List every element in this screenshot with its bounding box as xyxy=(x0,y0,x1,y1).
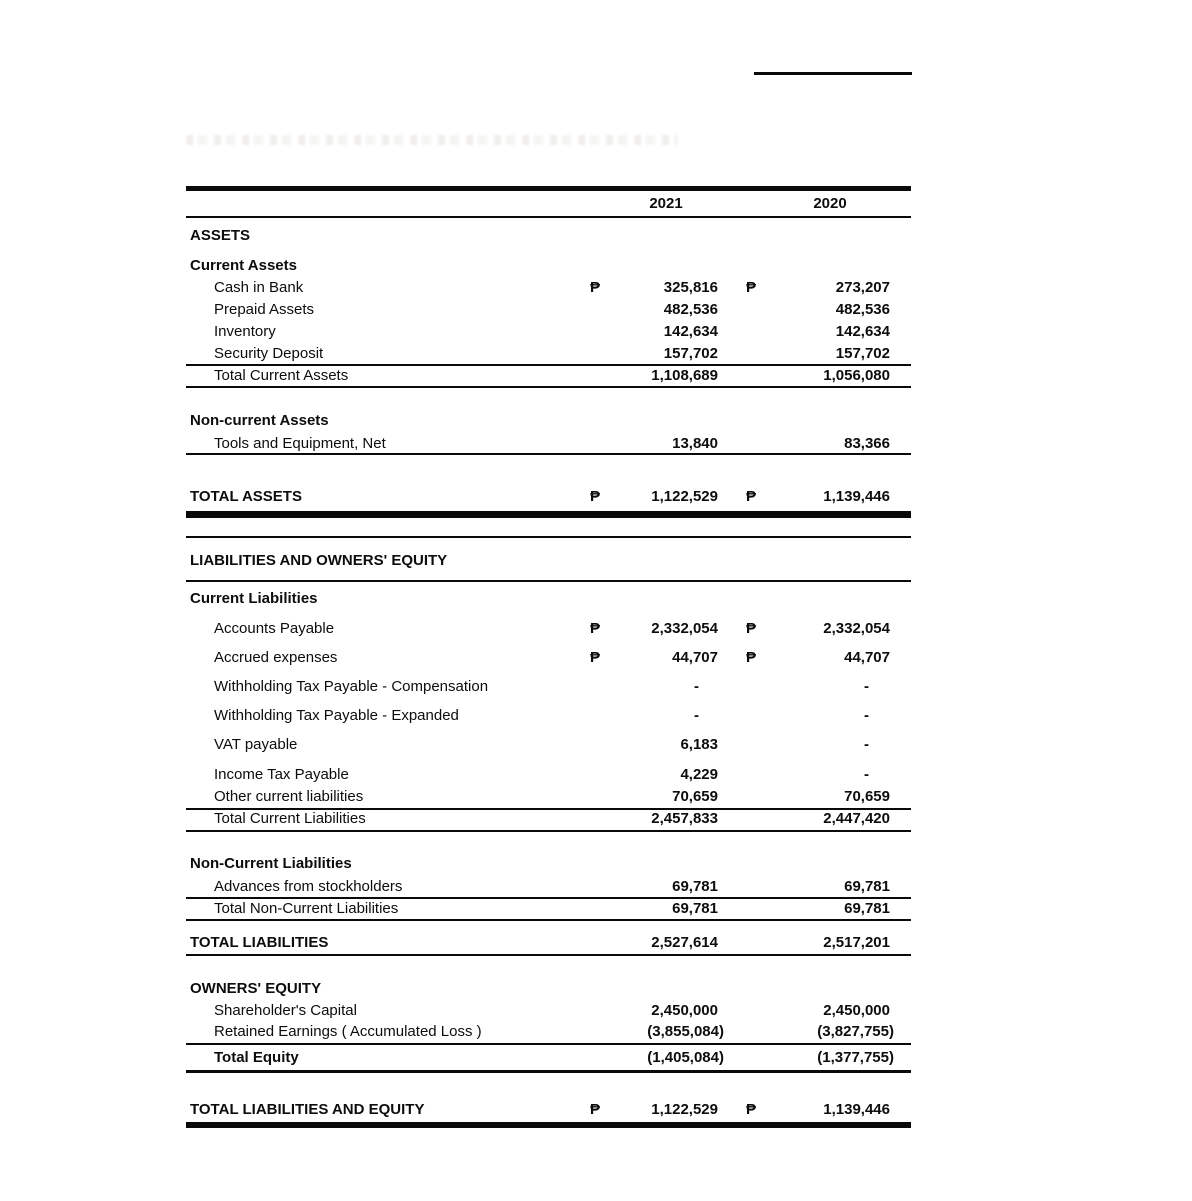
row-label: Total Non-Current Liabilities xyxy=(214,900,399,917)
peso-sign-2021: ₱ xyxy=(590,279,601,296)
table-row xyxy=(186,620,911,638)
value-2020: 2,450,000 xyxy=(823,1002,890,1019)
table-row xyxy=(186,552,911,570)
table-row xyxy=(186,788,911,806)
table-row xyxy=(186,678,911,696)
rule-line xyxy=(186,453,911,455)
table-row xyxy=(186,367,911,385)
row-label: Non-Current Liabilities xyxy=(190,855,352,872)
thick-rule-line xyxy=(186,186,911,191)
table-row xyxy=(186,934,911,952)
value-2020: 70,659 xyxy=(844,788,890,805)
rule-line xyxy=(186,897,911,899)
value-2020: - xyxy=(864,678,869,695)
row-label: Accrued expenses xyxy=(214,649,338,666)
row-label: Shareholder's Capital xyxy=(214,1002,357,1019)
value-2021: 325,816 xyxy=(663,279,718,296)
value-2021: 70,659 xyxy=(672,788,718,805)
table-row xyxy=(186,257,911,275)
rule-line xyxy=(186,536,911,538)
row-label: Total Current Assets xyxy=(214,367,349,384)
value-2021: 44,707 xyxy=(672,649,718,666)
table-row xyxy=(186,878,911,896)
row-label: Accounts Payable xyxy=(214,620,335,637)
value-2021: 482,536 xyxy=(663,301,718,318)
value-2021: 2,457,833 xyxy=(651,810,718,827)
value-2021: 2021 xyxy=(649,195,683,212)
value-2020: 2,447,420 xyxy=(823,810,890,827)
table-row xyxy=(186,412,911,430)
rule-line xyxy=(186,216,911,218)
thick-rule-line xyxy=(186,1122,911,1128)
table-row xyxy=(186,279,911,297)
value-2020: 1,139,446 xyxy=(823,488,890,505)
value-2020: - xyxy=(864,707,869,724)
row-label: Retained Earnings ( Accumulated Loss ) xyxy=(214,1023,482,1040)
row-label: Total Equity xyxy=(214,1049,299,1066)
rule-line xyxy=(186,364,911,366)
row-label: Security Deposit xyxy=(214,345,324,362)
value-2021: - xyxy=(694,678,699,695)
peso-sign-2021: ₱ xyxy=(590,620,601,637)
value-2021: 1,122,529 xyxy=(651,1101,718,1118)
table-row xyxy=(186,1023,911,1041)
value-2020: 83,366 xyxy=(844,435,890,452)
value-2020: 157,702 xyxy=(835,345,890,362)
value-2021: 2,332,054 xyxy=(651,620,718,637)
peso-sign-2021: ₱ xyxy=(590,1101,601,1118)
faded-watermark-text xyxy=(186,135,678,145)
rule-line xyxy=(186,954,911,956)
rule-line xyxy=(186,1070,911,1073)
row-label: OWNERS' EQUITY xyxy=(190,980,322,997)
value-2020: 1,139,446 xyxy=(823,1101,890,1118)
value-2021: - xyxy=(694,707,699,724)
rule-line xyxy=(186,580,911,582)
value-2021: 157,702 xyxy=(663,345,718,362)
value-2020: (3,827,755) xyxy=(817,1023,894,1040)
row-label: Current Assets xyxy=(190,257,297,274)
value-2020: 1,056,080 xyxy=(823,367,890,384)
table-row xyxy=(186,736,911,754)
peso-sign-2020: ₱ xyxy=(746,279,757,296)
table-row xyxy=(186,590,911,608)
table-row xyxy=(186,1049,911,1067)
row-label: Withholding Tax Payable - Compensation xyxy=(214,678,489,695)
row-label: TOTAL ASSETS xyxy=(190,488,302,505)
top-right-rule xyxy=(754,72,912,75)
table-row xyxy=(186,323,911,341)
row-label: ASSETS xyxy=(190,227,251,244)
value-2020: 44,707 xyxy=(844,649,890,666)
row-label: LIABILITIES AND OWNERS' EQUITY xyxy=(190,552,448,569)
value-2021: 142,634 xyxy=(663,323,718,340)
row-label: Withholding Tax Payable - Expanded xyxy=(214,707,459,724)
peso-sign-2020: ₱ xyxy=(746,649,757,666)
row-label: Inventory xyxy=(214,323,276,340)
peso-sign-2020: ₱ xyxy=(746,1101,757,1118)
rule-line xyxy=(186,919,911,921)
row-label: Prepaid Assets xyxy=(214,301,315,318)
value-2020: 2020 xyxy=(813,195,847,212)
table-row xyxy=(186,855,911,873)
peso-sign-2021: ₱ xyxy=(590,649,601,666)
value-2021: 69,781 xyxy=(672,878,718,895)
table-row xyxy=(186,649,911,667)
table-row xyxy=(186,227,911,245)
table-row xyxy=(186,435,911,453)
row-label: Advances from stockholders xyxy=(214,878,403,895)
row-label: TOTAL LIABILITIES AND EQUITY xyxy=(190,1101,425,1118)
row-label: Other current liabilities xyxy=(214,788,364,805)
table-row xyxy=(186,488,911,506)
value-2021: 13,840 xyxy=(672,435,718,452)
peso-sign-2020: ₱ xyxy=(746,620,757,637)
row-label: VAT payable xyxy=(214,736,298,753)
table-row xyxy=(186,766,911,784)
value-2020: 2,517,201 xyxy=(823,934,890,951)
peso-sign-2021: ₱ xyxy=(590,488,601,505)
value-2020: (1,377,755) xyxy=(817,1049,894,1066)
value-2021: 1,122,529 xyxy=(651,488,718,505)
year-header-row xyxy=(186,195,911,213)
value-2021: 1,108,689 xyxy=(651,367,718,384)
value-2021: 4,229 xyxy=(680,766,718,783)
value-2021: (3,855,084) xyxy=(647,1023,724,1040)
table-row xyxy=(186,1002,911,1020)
table-row xyxy=(186,1101,911,1119)
value-2020: 482,536 xyxy=(835,301,890,318)
value-2020: 69,781 xyxy=(844,900,890,917)
value-2021: (1,405,084) xyxy=(647,1049,724,1066)
thick-rule-line xyxy=(186,511,911,518)
table-row xyxy=(186,980,911,998)
statement-table xyxy=(186,180,911,1140)
value-2020: 273,207 xyxy=(835,279,890,296)
value-2021: 6,183 xyxy=(680,736,718,753)
value-2021: 69,781 xyxy=(672,900,718,917)
value-2020: 69,781 xyxy=(844,878,890,895)
value-2020: 2,332,054 xyxy=(823,620,890,637)
table-row xyxy=(186,301,911,319)
row-label: Cash in Bank xyxy=(214,279,304,296)
value-2020: - xyxy=(864,766,869,783)
value-2020: 142,634 xyxy=(835,323,890,340)
value-2020: - xyxy=(864,736,869,753)
rule-line xyxy=(186,1043,911,1045)
row-label: Total Current Liabilities xyxy=(214,810,366,827)
table-row xyxy=(186,900,911,918)
row-label: Current Liabilities xyxy=(190,590,318,607)
value-2021: 2,450,000 xyxy=(651,1002,718,1019)
value-2021: 2,527,614 xyxy=(651,934,718,951)
table-row xyxy=(186,810,911,828)
rule-line xyxy=(186,830,911,832)
row-label: Tools and Equipment, Net xyxy=(214,435,386,452)
row-label: Non-current Assets xyxy=(190,412,329,429)
row-label: Income Tax Payable xyxy=(214,766,349,783)
peso-sign-2020: ₱ xyxy=(746,488,757,505)
rule-line xyxy=(186,386,911,388)
table-row xyxy=(186,345,911,363)
row-label: TOTAL LIABILITIES xyxy=(190,934,329,951)
table-row xyxy=(186,707,911,725)
